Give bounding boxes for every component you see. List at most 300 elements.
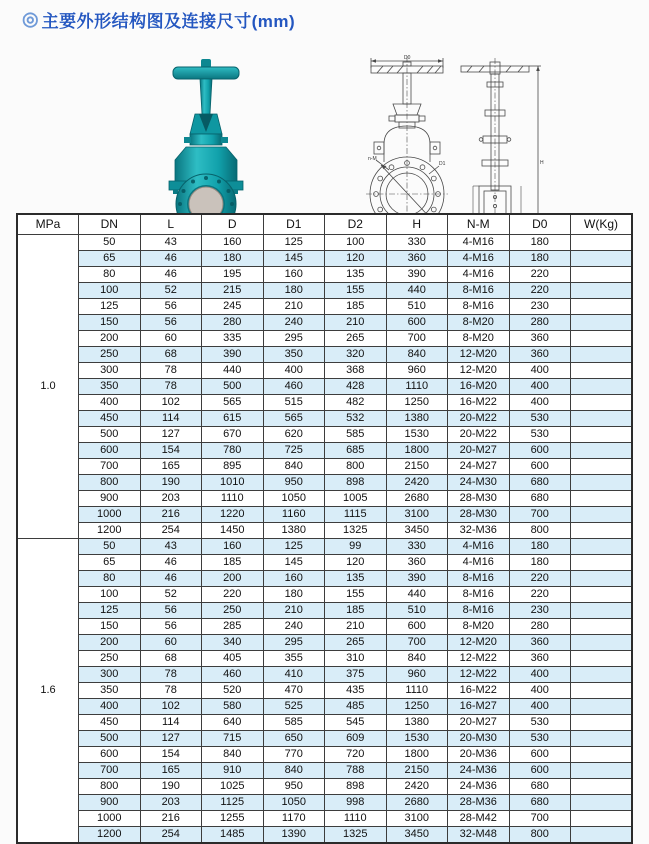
dimension-cell: 670: [202, 427, 264, 443]
dimension-cell: 470: [263, 683, 325, 699]
weight-cell: [571, 315, 633, 331]
dimension-cell: 600: [509, 443, 571, 459]
dimension-cell: 565: [202, 395, 264, 411]
dimension-cell: 1800: [386, 443, 448, 459]
table-row: [17, 731, 632, 747]
dimension-cell: 620: [263, 427, 325, 443]
weight-cell: [571, 763, 633, 779]
dimension-cell: 530: [509, 411, 571, 427]
table-row: [17, 667, 632, 683]
dimension-cell: 4-M16: [448, 251, 510, 267]
dimension-cell: 898: [325, 475, 387, 491]
dimension-cell: 216: [140, 811, 202, 827]
dimension-cell: 680: [509, 795, 571, 811]
dimension-cell: 400: [509, 667, 571, 683]
dimension-cell: 530: [509, 731, 571, 747]
column-header: D2: [325, 214, 387, 235]
dimension-cell: 450: [79, 411, 141, 427]
table-row: [17, 827, 632, 844]
table-row: [17, 651, 632, 667]
dimension-cell: 20-M27: [448, 443, 510, 459]
dimension-cell: 254: [140, 827, 202, 844]
dimension-cell: 160: [202, 539, 264, 555]
dimension-cell: 28-M30: [448, 507, 510, 523]
dimension-cell: 400: [509, 395, 571, 411]
table-row: [17, 683, 632, 699]
dimension-cell: 216: [140, 507, 202, 523]
table-row: [17, 347, 632, 363]
knife-gate-valve-photo-icon: [164, 58, 250, 236]
dimension-cell: 230: [509, 299, 571, 315]
dimension-cell: 840: [263, 459, 325, 475]
dimension-cell: 440: [386, 283, 448, 299]
dimension-cell: 960: [386, 667, 448, 683]
dimension-cell: 12-M20: [448, 347, 510, 363]
weight-cell: [571, 571, 633, 587]
dimension-cell: 350: [79, 683, 141, 699]
dimension-cell: 78: [140, 667, 202, 683]
dimension-cell: 254: [140, 523, 202, 539]
dimension-cell: 4-M16: [448, 267, 510, 283]
dimension-cell: 1110: [386, 379, 448, 395]
dimension-cell: 685: [325, 443, 387, 459]
dimension-cell: 600: [386, 619, 448, 635]
dimension-cell: 2680: [386, 491, 448, 507]
dimension-cell: 900: [79, 491, 141, 507]
dimension-cell: 390: [386, 571, 448, 587]
dimension-cell: 160: [263, 267, 325, 283]
dimension-cell: 840: [386, 651, 448, 667]
weight-cell: [571, 347, 633, 363]
dimension-cell: 56: [140, 299, 202, 315]
dimension-cell: 8-M16: [448, 603, 510, 619]
table-row: [17, 523, 632, 539]
dimension-cell: 230: [509, 603, 571, 619]
dimension-cell: 52: [140, 283, 202, 299]
dimension-cell: 700: [79, 763, 141, 779]
dimension-cell: 400: [509, 683, 571, 699]
dimension-cell: 330: [386, 539, 448, 555]
dimension-cell: 1485: [202, 827, 264, 844]
dimension-cell: 360: [386, 555, 448, 571]
dimension-cell: 78: [140, 363, 202, 379]
dimension-cell: 900: [79, 795, 141, 811]
dimension-cell: 1000: [79, 811, 141, 827]
table-row: [17, 507, 632, 523]
dimension-cell: 165: [140, 763, 202, 779]
weight-cell: [571, 523, 633, 539]
dimension-cell: 125: [79, 603, 141, 619]
dimension-cell: 485: [325, 699, 387, 715]
weight-cell: [571, 267, 633, 283]
weight-cell: [571, 299, 633, 315]
dimension-cell: 220: [509, 283, 571, 299]
dimension-cell: 998: [325, 795, 387, 811]
dimension-cell: 440: [202, 363, 264, 379]
dimension-cell: 680: [509, 779, 571, 795]
dimension-cell: 210: [325, 315, 387, 331]
dimension-cell: 125: [263, 235, 325, 251]
dimension-cell: 1200: [79, 523, 141, 539]
dimension-cell: 220: [509, 587, 571, 603]
table-row: [17, 747, 632, 763]
dimension-cell: 780: [202, 443, 264, 459]
dimension-cell: 185: [325, 299, 387, 315]
dimension-table-header-row: [17, 214, 632, 235]
dimension-cell: 12-M20: [448, 635, 510, 651]
dimension-cell: 114: [140, 715, 202, 731]
dim-label-nm: n-M: [368, 156, 377, 162]
dimension-cell: 1115: [325, 507, 387, 523]
dimension-cell: 600: [509, 763, 571, 779]
dimension-cell: 500: [79, 427, 141, 443]
dimension-cell: 295: [263, 635, 325, 651]
dimension-cell: 375: [325, 667, 387, 683]
dimension-cell: 580: [202, 699, 264, 715]
dimension-cell: 1380: [386, 411, 448, 427]
weight-cell: [571, 683, 633, 699]
dimension-cell: 640: [202, 715, 264, 731]
dimension-cell: 460: [263, 379, 325, 395]
table-row: [17, 491, 632, 507]
dim-label-d1: D1: [439, 161, 446, 167]
dimension-cell: 20-M36: [448, 747, 510, 763]
dimension-cell: 78: [140, 683, 202, 699]
dimension-cell: 1170: [263, 811, 325, 827]
bullseye-icon: ◎: [22, 9, 39, 30]
dimension-cell: 185: [325, 603, 387, 619]
dimension-cell: 56: [140, 619, 202, 635]
dimension-cell: 102: [140, 395, 202, 411]
dimension-cell: 2420: [386, 475, 448, 491]
dimension-cell: 20-M22: [448, 427, 510, 443]
dimension-cell: 20-M30: [448, 731, 510, 747]
dimension-cell: 1010: [202, 475, 264, 491]
weight-cell: [571, 587, 633, 603]
dimension-cell: 16-M27: [448, 699, 510, 715]
dimension-cell: 960: [386, 363, 448, 379]
dimension-cell: 525: [263, 699, 325, 715]
table-row: [17, 283, 632, 299]
dimension-cell: 65: [79, 251, 141, 267]
dimension-cell: 715: [202, 731, 264, 747]
dimension-cell: 220: [509, 571, 571, 587]
dimension-cell: 280: [509, 315, 571, 331]
dimension-cell: 43: [140, 539, 202, 555]
dimension-cell: 950: [263, 779, 325, 795]
dimension-cell: 60: [140, 331, 202, 347]
dimension-cell: 1380: [386, 715, 448, 731]
dimension-cell: 210: [325, 619, 387, 635]
dimension-cell: 800: [325, 459, 387, 475]
dimension-cell: 154: [140, 747, 202, 763]
page-title-text: 主要外形结构图及连接尺寸(mm): [41, 12, 296, 31]
dimension-table-body: [17, 235, 632, 844]
dimension-cell: 360: [509, 331, 571, 347]
dimension-cell: 400: [509, 379, 571, 395]
weight-cell: [571, 443, 633, 459]
dimension-cell: 114: [140, 411, 202, 427]
table-row: [17, 795, 632, 811]
dimension-cell: 520: [202, 683, 264, 699]
column-header: MPa: [17, 214, 79, 235]
dimension-table: [16, 213, 633, 844]
weight-cell: [571, 731, 633, 747]
dimension-cell: 52: [140, 587, 202, 603]
dimension-cell: 127: [140, 427, 202, 443]
dimension-cell: 125: [263, 539, 325, 555]
dimension-cell: 1250: [386, 699, 448, 715]
dimension-cell: 135: [325, 267, 387, 283]
dimension-cell: 210: [263, 299, 325, 315]
dimension-cell: 24-M30: [448, 475, 510, 491]
dimension-cell: 154: [140, 443, 202, 459]
dimension-cell: 8-M20: [448, 619, 510, 635]
dimension-cell: 840: [263, 763, 325, 779]
dimension-cell: 800: [79, 475, 141, 491]
dimension-cell: 510: [386, 299, 448, 315]
dimension-cell: 898: [325, 779, 387, 795]
dimension-cell: 800: [79, 779, 141, 795]
dimension-cell: 127: [140, 731, 202, 747]
dimension-cell: 680: [509, 475, 571, 491]
dimension-cell: 28-M42: [448, 811, 510, 827]
dimension-cell: 1125: [202, 795, 264, 811]
dimension-cell: 180: [263, 587, 325, 603]
dimension-cell: 200: [79, 331, 141, 347]
dimension-cell: 145: [263, 251, 325, 267]
dimension-cell: 4-M16: [448, 555, 510, 571]
dimension-cell: 615: [202, 411, 264, 427]
pressure-cell: 1.6: [17, 539, 79, 844]
dimension-cell: 650: [263, 731, 325, 747]
dimension-cell: 355: [263, 651, 325, 667]
dimension-cell: 220: [509, 267, 571, 283]
dimension-cell: 8-M20: [448, 315, 510, 331]
dimension-cell: 300: [79, 363, 141, 379]
dimension-cell: 350: [263, 347, 325, 363]
dimension-cell: 700: [509, 811, 571, 827]
dimension-cell: 1380: [263, 523, 325, 539]
dimension-cell: 440: [386, 587, 448, 603]
weight-cell: [571, 747, 633, 763]
dimension-cell: 700: [79, 459, 141, 475]
table-row: [17, 539, 632, 555]
dimension-cell: 1250: [386, 395, 448, 411]
dimension-cell: 24-M36: [448, 763, 510, 779]
dimension-cell: 360: [509, 635, 571, 651]
dimension-cell: 203: [140, 795, 202, 811]
dimension-cell: 185: [202, 555, 264, 571]
dimension-cell: 340: [202, 635, 264, 651]
dimension-cell: 895: [202, 459, 264, 475]
table-row: [17, 635, 632, 651]
table-row: [17, 299, 632, 315]
weight-cell: [571, 667, 633, 683]
dimension-cell: 100: [325, 235, 387, 251]
dimension-cell: 700: [386, 635, 448, 651]
dimension-cell: 1255: [202, 811, 264, 827]
dimension-cell: 1220: [202, 507, 264, 523]
dimension-cell: 20-M27: [448, 715, 510, 731]
dimension-cell: 24-M36: [448, 779, 510, 795]
dimension-cell: 1110: [386, 683, 448, 699]
dimension-cell: 240: [263, 619, 325, 635]
dimension-cell: 200: [202, 571, 264, 587]
dimension-cell: 405: [202, 651, 264, 667]
dimension-cell: 600: [79, 747, 141, 763]
dimension-cell: 56: [140, 603, 202, 619]
dimension-cell: 700: [386, 331, 448, 347]
table-row: [17, 763, 632, 779]
dimension-cell: 770: [263, 747, 325, 763]
dimension-cell: 120: [325, 251, 387, 267]
dimension-cell: 1110: [325, 811, 387, 827]
weight-cell: [571, 651, 633, 667]
table-row: [17, 411, 632, 427]
table-row: [17, 699, 632, 715]
dimension-cell: 12-M22: [448, 651, 510, 667]
dimension-cell: 46: [140, 267, 202, 283]
table-row: [17, 587, 632, 603]
weight-cell: [571, 363, 633, 379]
dimension-cell: 515: [263, 395, 325, 411]
dimension-cell: 360: [509, 651, 571, 667]
dimension-cell: 160: [202, 235, 264, 251]
dimension-cell: 800: [509, 523, 571, 539]
dimension-cell: 20-M22: [448, 411, 510, 427]
column-header: L: [140, 214, 202, 235]
dimension-cell: 3100: [386, 811, 448, 827]
dimension-cell: 240: [263, 315, 325, 331]
dimension-cell: 400: [509, 363, 571, 379]
dimension-cell: 32-M36: [448, 523, 510, 539]
table-row: [17, 619, 632, 635]
dimension-cell: 56: [140, 315, 202, 331]
dimension-cell: 180: [509, 555, 571, 571]
weight-cell: [571, 459, 633, 475]
weight-cell: [571, 779, 633, 795]
dimension-cell: 400: [79, 395, 141, 411]
dimension-cell: 1110: [202, 491, 264, 507]
dimension-cell: 80: [79, 571, 141, 587]
dimension-cell: 1160: [263, 507, 325, 523]
dimension-cell: 250: [202, 603, 264, 619]
column-header: H: [386, 214, 448, 235]
dimension-cell: 120: [325, 555, 387, 571]
dimension-cell: 180: [202, 251, 264, 267]
table-row: [17, 379, 632, 395]
dimension-cell: 310: [325, 651, 387, 667]
dimension-cell: 180: [509, 251, 571, 267]
dimension-cell: 532: [325, 411, 387, 427]
weight-cell: [571, 235, 633, 251]
dimension-cell: 65: [79, 555, 141, 571]
table-row: [17, 315, 632, 331]
dimension-cell: 160: [263, 571, 325, 587]
dimension-cell: 12-M20: [448, 363, 510, 379]
dimension-cell: 360: [386, 251, 448, 267]
dimension-cell: 125: [79, 299, 141, 315]
column-header: D0: [509, 214, 571, 235]
dimension-cell: 330: [386, 235, 448, 251]
dimension-cell: 720: [325, 747, 387, 763]
dimension-cell: 410: [263, 667, 325, 683]
dimension-cell: 1200: [79, 827, 141, 844]
dimension-cell: 600: [79, 443, 141, 459]
dimension-cell: 80: [79, 267, 141, 283]
column-header: D1: [263, 214, 325, 235]
dimension-cell: 50: [79, 235, 141, 251]
dimension-cell: 680: [509, 491, 571, 507]
dim-label-h: H: [540, 160, 544, 166]
table-row: [17, 363, 632, 379]
dimension-cell: 190: [140, 779, 202, 795]
table-row: [17, 267, 632, 283]
dimension-cell: 46: [140, 251, 202, 267]
dimension-cell: 200: [79, 635, 141, 651]
weight-cell: [571, 619, 633, 635]
table-row: [17, 427, 632, 443]
dimension-cell: 155: [325, 283, 387, 299]
dimension-cell: 600: [509, 747, 571, 763]
table-row: [17, 251, 632, 267]
dimension-cell: 60: [140, 635, 202, 651]
dimension-cell: 390: [386, 267, 448, 283]
weight-cell: [571, 539, 633, 555]
dimension-cell: 500: [202, 379, 264, 395]
dimension-cell: 2150: [386, 459, 448, 475]
dimension-cell: 840: [386, 347, 448, 363]
dim-label-d0: D0: [404, 55, 411, 61]
dimension-cell: 16-M22: [448, 395, 510, 411]
column-header: N-M: [448, 214, 510, 235]
dimension-cell: 1025: [202, 779, 264, 795]
table-row: [17, 235, 632, 251]
table-row: [17, 331, 632, 347]
dimension-cell: 100: [79, 587, 141, 603]
dimension-cell: 840: [202, 747, 264, 763]
dimension-cell: 400: [79, 699, 141, 715]
table-row: [17, 395, 632, 411]
dimension-cell: 195: [202, 267, 264, 283]
weight-cell: [571, 283, 633, 299]
table-row: [17, 779, 632, 795]
dimension-cell: 8-M16: [448, 283, 510, 299]
dimension-cell: 280: [509, 619, 571, 635]
dimension-cell: 150: [79, 619, 141, 635]
dimension-cell: 280: [202, 315, 264, 331]
dimension-cell: 1800: [386, 747, 448, 763]
dimension-cell: 1390: [263, 827, 325, 844]
dimension-cell: 190: [140, 475, 202, 491]
table-row: [17, 571, 632, 587]
dimension-cell: 285: [202, 619, 264, 635]
weight-cell: [571, 795, 633, 811]
dimension-cell: 565: [263, 411, 325, 427]
dimension-cell: 265: [325, 635, 387, 651]
dimension-cell: 8-M16: [448, 571, 510, 587]
dimension-cell: 245: [202, 299, 264, 315]
dimension-cell: 203: [140, 491, 202, 507]
dimension-cell: 500: [79, 731, 141, 747]
weight-cell: [571, 555, 633, 571]
weight-cell: [571, 507, 633, 523]
dimension-cell: 390: [202, 347, 264, 363]
dimension-cell: 78: [140, 379, 202, 395]
dimension-cell: 700: [509, 507, 571, 523]
dimension-cell: 1005: [325, 491, 387, 507]
